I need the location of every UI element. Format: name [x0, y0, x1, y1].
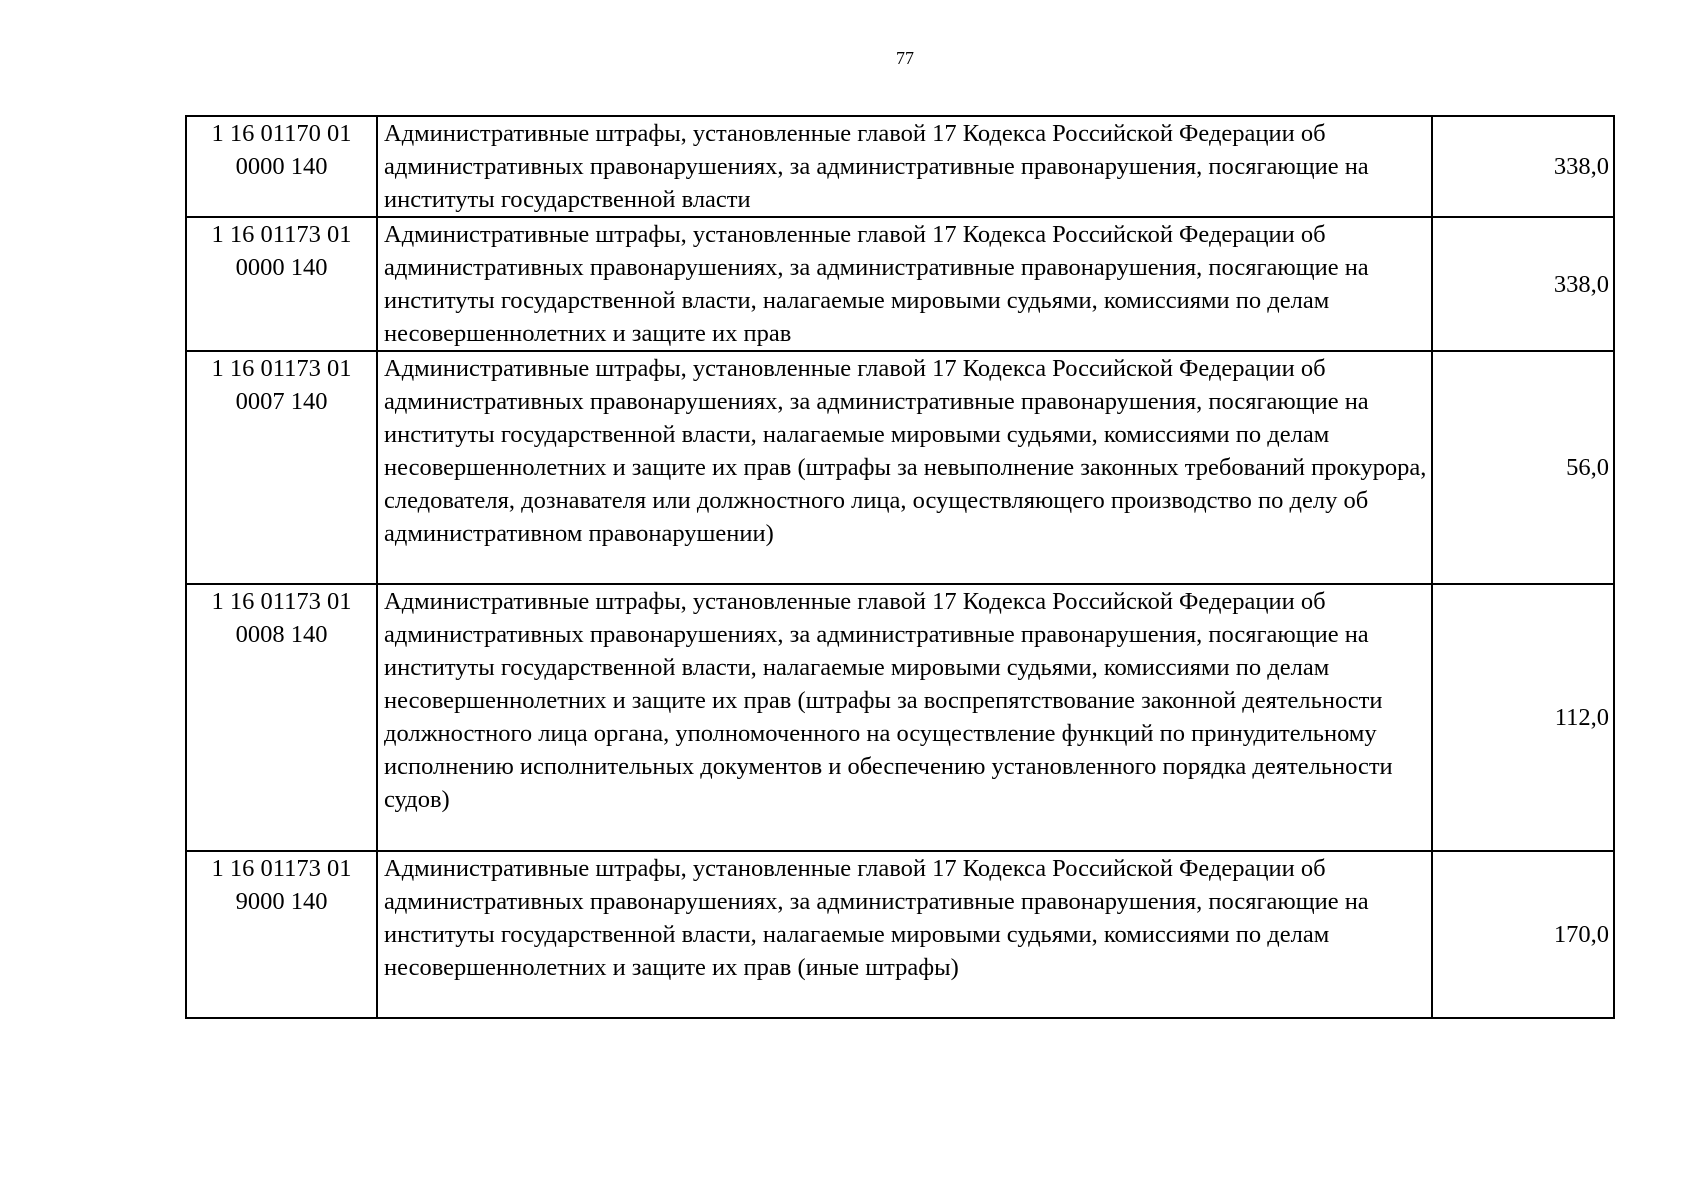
amount-cell [1432, 851, 1614, 1018]
description-cell [377, 851, 1432, 1018]
page-number: 77 [896, 48, 914, 68]
amount-value: 338,0 [1553, 270, 1609, 298]
table-row [186, 116, 1614, 217]
amount-value: 338,0 [1553, 153, 1609, 180]
amount-value: 170,0 [1553, 921, 1609, 948]
income-description: Административные штрафы, установленные главой 17 Кодекса Российской Федерации об административных правонарушениях, за административные правонарушения, посягающие на институты государственной власти, налагаемые мировыми судьями, комиссиями по делам несовершеннолетних и защите их прав (штрафы за воспрепятствование законной деятельности должностного лица органа, уполномоченного на осуществление функций по принудительному исполнению исполнительных документов и обеспечению установленного порядка деятельности судов) [384, 588, 1393, 813]
income-description: Административные штрафы, установленные главой 17 Кодекса Российской Федерации об административных правонарушениях, за административные правонарушения, посягающие на институты государственной власти, налагаемые мировыми судьями, комиссиями по делам несовершеннолетних и защите их прав [384, 221, 1369, 347]
code-cell [186, 851, 377, 1018]
description-cell [377, 584, 1432, 851]
amount-cell [1432, 351, 1614, 584]
budget-code: 1 16 01173 01 0008 140 [211, 588, 352, 648]
amount-cell [1432, 116, 1614, 217]
description-cell [377, 116, 1432, 217]
table-row [186, 351, 1614, 584]
description-cell [377, 351, 1432, 584]
code-cell [186, 351, 377, 584]
amount-cell [1432, 584, 1614, 851]
amount-cell [1432, 217, 1614, 351]
table-row [186, 851, 1614, 1018]
amount-value: 112,0 [1554, 704, 1609, 731]
table-row [186, 584, 1614, 851]
table-row [186, 217, 1614, 351]
budget-table [185, 115, 1615, 1019]
amount-value: 56,0 [1566, 454, 1609, 481]
code-cell [186, 584, 377, 851]
income-description: Административные штрафы, установленные главой 17 Кодекса Российской Федерации об административных правонарушениях, за административные правонарушения, посягающие на институты государственной власти, налагаемые мировыми судьями, комиссиями по делам несовершеннолетних и защите их прав (иные штрафы) [384, 855, 1369, 981]
income-description: Административные штрафы, установленные главой 17 Кодекса Российской Федерации об административных правонарушениях, за административные правонарушения, посягающие на институты государственной власти, налагаемые мировыми судьями, комиссиями по делам несовершеннолетних и защите их прав (штрафы за невыполнение законных требований прокурора, следователя, дознавателя или должностного лица, осуществляющего производство по делу об административном правонарушении) [384, 355, 1427, 547]
description-cell [377, 217, 1432, 351]
budget-code: 1 16 01173 01 0007 140 [211, 355, 352, 415]
code-cell [186, 116, 377, 217]
income-description: Административные штрафы, установленные главой 17 Кодекса Российской Федерации об административных правонарушениях, за административные правонарушения, посягающие на институты государственной власти [384, 120, 1369, 213]
budget-code: 1 16 01173 01 0000 140 [211, 221, 352, 281]
budget-code: 1 16 01170 01 0000 140 [211, 120, 352, 180]
code-cell [186, 217, 377, 351]
budget-code: 1 16 01173 01 9000 140 [211, 855, 352, 915]
